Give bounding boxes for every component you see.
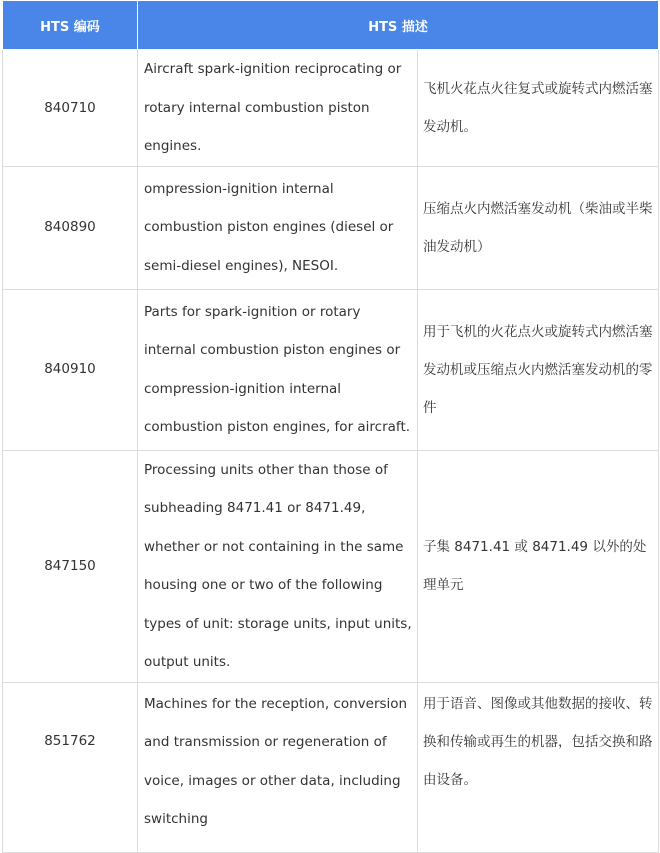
hts-code-cell: 840890 [3, 166, 138, 289]
english-description-cell: Parts for spark-ignition or rotary internal combustion piston engines or compression-ignition internal combustion piston engines, for aircraft. [138, 289, 418, 450]
english-description-cell: Aircraft spark-ignition reciprocating or rotary internal combustion piston engines. [138, 50, 418, 167]
hts-code-cell: 840910 [3, 289, 138, 450]
table-row [3, 50, 659, 167]
header-hts-code: HTS 编码 [3, 1, 138, 50]
table-row [3, 289, 659, 450]
chinese-description-cell: 用于飞机的火花点火或旋转式内燃活塞发动机或压缩点火内燃活塞发动机的零件 [418, 289, 659, 450]
chinese-description-cell: 用于语音、图像或其他数据的接收、转换和传输或再生的机器，包括交换和路由设备。 [418, 682, 659, 852]
english-description-cell: ompression-ignition internal combustion piston engines (diesel or semi-diesel engines), NESOI. [138, 166, 418, 289]
table-header-row [3, 1, 659, 50]
hts-table [2, 0, 659, 853]
chinese-description-cell: 飞机火花点火往复式或旋转式内燃活塞发动机。 [418, 50, 659, 167]
hts-code-cell: 840710 [3, 50, 138, 167]
hts-code-cell: 851762 [3, 682, 138, 852]
chinese-description-cell: 子集 8471.41 或 8471.49 以外的处理单元 [418, 450, 659, 682]
table-row [3, 166, 659, 289]
chinese-description-cell: 压缩点火内燃活塞发动机（柴油或半柴油发动机） [418, 166, 659, 289]
hts-code-cell: 847150 [3, 450, 138, 682]
header-hts-description: HTS 描述 [138, 1, 659, 50]
english-description-cell: Machines for the reception, conversion and transmission or regeneration of voice, images or other data, including switching [138, 682, 418, 852]
english-description-cell: Processing units other than those of subheading 8471.41 or 8471.49, whether or not containing in the same housing one or two of the following types of unit: storage units, input units, output units. [138, 450, 418, 682]
table-row [3, 682, 659, 852]
table-row [3, 450, 659, 682]
hts-table-container [2, 0, 658, 853]
